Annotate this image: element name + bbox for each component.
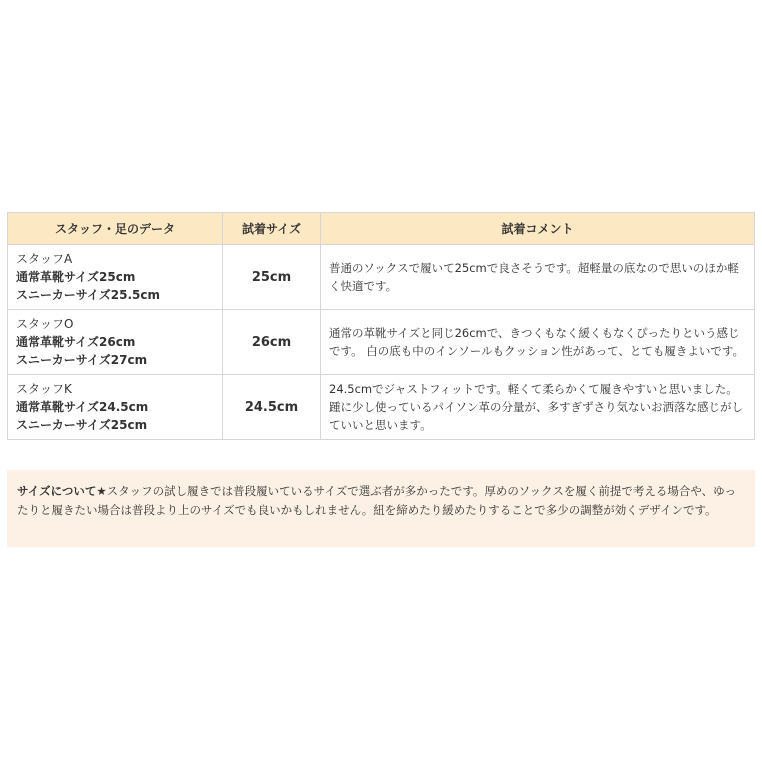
table-row — [8, 375, 755, 440]
table-row — [8, 245, 755, 310]
comment-cell: 通常の革靴サイズと同じ26cmで、きつくもなく緩くもなくぴったりという感じです。 白の底も中のインソールもクッション性があって、とても履きよいです。 — [321, 310, 755, 375]
size-comparison-table — [7, 212, 755, 440]
sneaker-size: スニーカーサイズ25cm — [16, 418, 148, 432]
try-size-cell: 24.5cm — [223, 375, 321, 440]
try-size-cell: 26cm — [223, 310, 321, 375]
staff-cell — [8, 245, 223, 310]
note-title: サイズについて★ — [17, 484, 107, 498]
dress-shoe-size: 通常革靴サイズ25cm — [16, 270, 136, 284]
header-try-comment: 試着コメント — [321, 213, 755, 245]
try-size-cell: 25cm — [223, 245, 321, 310]
staff-name: スタッフA — [16, 252, 73, 266]
staff-cell — [8, 375, 223, 440]
size-note-box — [7, 470, 755, 547]
sneaker-size: スニーカーサイズ27cm — [16, 353, 148, 367]
sneaker-size: スニーカーサイズ25.5cm — [16, 288, 161, 302]
staff-name: スタッフK — [16, 382, 72, 396]
header-try-size: 試着サイズ — [223, 213, 321, 245]
note-body: スタッフの試し履きでは普段履いているサイズで選ぶ者が多かったです。厚めのソックスを履く前提で考える場合や、ゆったりと履きたい場合は普段より上のサイズでも良いかもしれません。紐を締めたり緩めたりすることで多少の調整が効くデザインです。 — [17, 484, 737, 517]
comment-cell: 24.5cmでジャストフィットです。軽くて柔らかくて履きやすいと思いました。踵に少し使っているパイソン革の分量が、多すぎずさり気ないお洒落な感じがしていいと思います。 — [321, 375, 755, 440]
dress-shoe-size: 通常革靴サイズ24.5cm — [16, 400, 149, 414]
comment-cell: 普通のソックスで履いて25cmで良さそうです。超軽量の底なので思いのほか軽く快適です。 — [321, 245, 755, 310]
dress-shoe-size: 通常革靴サイズ26cm — [16, 335, 136, 349]
table-header-row — [8, 213, 755, 245]
table-row — [8, 310, 755, 375]
header-staff-data: スタッフ・足のデータ — [8, 213, 223, 245]
staff-cell — [8, 310, 223, 375]
staff-name: スタッフO — [16, 317, 74, 331]
